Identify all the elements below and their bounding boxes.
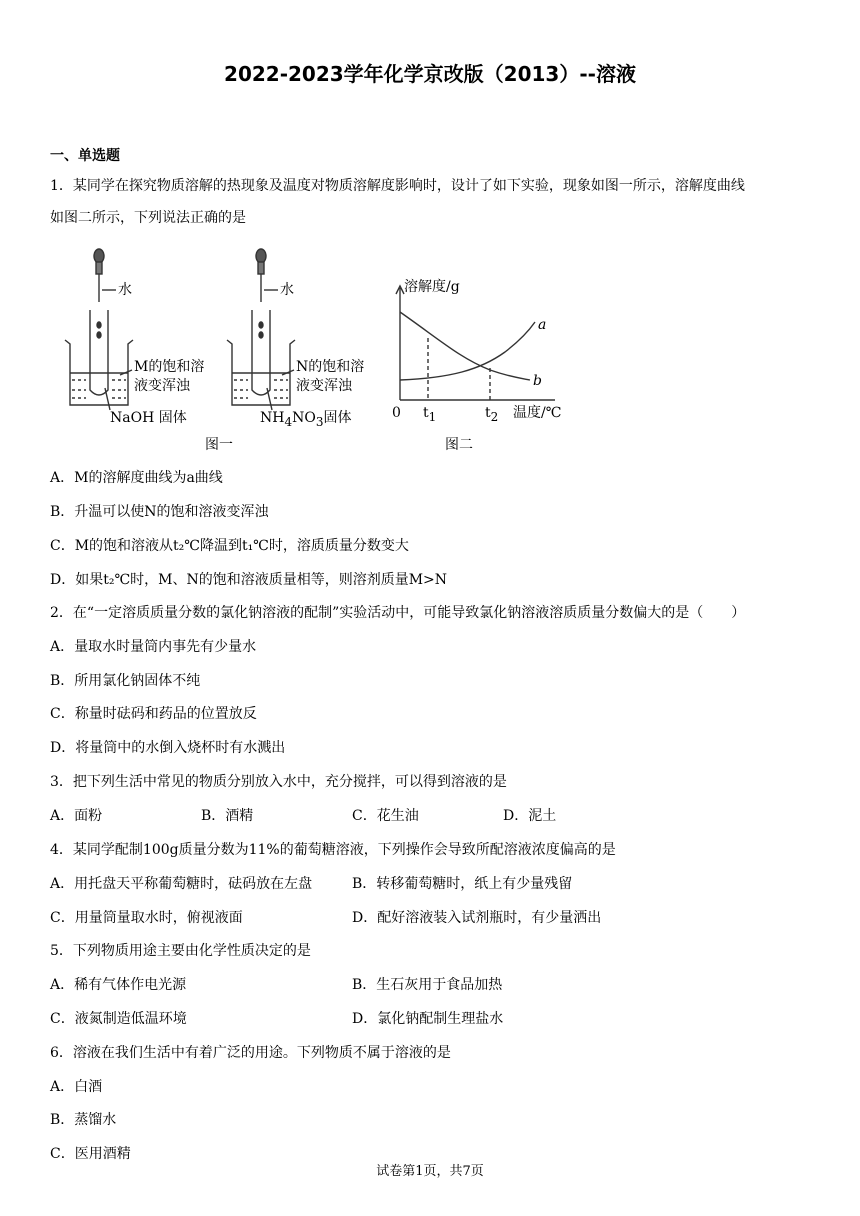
q5-option-c: C．液氮制造低温环境 — [50, 1011, 187, 1027]
t1-label — [423, 404, 436, 426]
right-beaker — [227, 340, 295, 410]
y-axis-label: 溶解度/g — [404, 279, 460, 295]
right-solid-sub1: 4 — [284, 414, 293, 429]
left-water-label: 水 — [118, 282, 132, 298]
figure-2-caption: 图二 — [445, 437, 473, 453]
q4-option-d: D．配好溶液装入试剂瓶时，有少量洒出 — [352, 910, 602, 926]
right-solid-nh: NH — [260, 410, 285, 426]
t2-subscript: 2 — [490, 409, 499, 424]
q3-option-a: A．面粉 — [50, 808, 103, 824]
solubility-graph — [396, 286, 555, 400]
q4-option-c: C．用量筒量取水时，俯视液面 — [50, 910, 243, 926]
q5-option-a: A．稀有气体作电光源 — [50, 977, 187, 993]
left-beaker-note-line2: 液变浑浊 — [134, 378, 190, 394]
q6-stem: 6．溶液在我们生活中有着广泛的用途。下列物质不属于溶液的是 — [50, 1045, 451, 1061]
q3-stem: 3．把下列生活中常见的物质分别放入水中，充分搅拌，可以得到溶液的是 — [50, 774, 507, 790]
q1-figure — [50, 240, 590, 455]
q2-option-b: B．所用氯化钠固体不纯 — [50, 673, 201, 689]
right-solid-label — [260, 409, 351, 431]
figure-1-caption: 图一 — [205, 437, 233, 453]
x-axis-label: 温度/℃ — [513, 405, 562, 421]
right-beaker-note-line1: N的饱和溶 — [296, 359, 365, 375]
right-test-tube — [252, 310, 270, 395]
right-water-label: 水 — [280, 282, 294, 298]
q2-stem: 2．在“一定溶质质量分数的氯化钠溶液的配制”实验活动中，可能导致氯化钠溶液溶质质量分数偏大的是（ ） — [50, 605, 746, 621]
q1-stem-line2: 如图二所示，下列说法正确的是 — [50, 210, 246, 226]
page-title: 2022-2023学年化学京改版（2013）--溶液 — [224, 62, 636, 86]
q5-option-d: D．氯化钠配制生理盐水 — [352, 1011, 504, 1027]
q3-option-c: C．花生油 — [352, 808, 419, 824]
q6-option-a: A．白酒 — [50, 1079, 103, 1095]
t2-label — [485, 404, 498, 426]
curve-b-label: b — [533, 373, 542, 389]
q1-option-a: A．M的溶解度曲线为a曲线 — [50, 470, 223, 486]
page-footer: 试卷第1页，共7页 — [376, 1164, 484, 1179]
right-dropper — [256, 249, 278, 302]
section-heading: 一、单选题 — [50, 148, 120, 164]
q6-option-c: C．医用酒精 — [50, 1146, 131, 1162]
t2-letter: t — [485, 405, 491, 421]
t1-subscript: 1 — [428, 409, 437, 424]
curve-a — [400, 322, 535, 380]
left-test-tube — [90, 310, 108, 395]
right-solid-text: 固体 — [323, 410, 352, 426]
right-solid-no: NO — [292, 410, 316, 426]
q2-option-d: D．将量筒中的水倒入烧杯时有水溅出 — [50, 740, 286, 756]
q2-option-c: C．称量时砝码和药品的位置放反 — [50, 706, 257, 722]
q3-option-b: B．酒精 — [201, 808, 254, 824]
curve-a-label: a — [538, 317, 547, 333]
q5-stem: 5．下列物质用途主要由化学性质决定的是 — [50, 943, 311, 959]
right-solid-sub2: 3 — [315, 414, 324, 429]
q6-option-b: B．蒸馏水 — [50, 1112, 117, 1128]
curve-b — [400, 312, 530, 380]
right-beaker-note-line2: 液变浑浊 — [296, 378, 352, 394]
q1-option-b: B．升温可以使N的饱和溶液变浑浊 — [50, 504, 269, 520]
origin-label: 0 — [392, 405, 401, 421]
q4-option-a: A．用托盘天平称葡萄糖时，砝码放在左盘 — [50, 876, 313, 892]
q1-option-c: C．M的饱和溶液从t₂℃降温到t₁℃时，溶质质量分数变大 — [50, 538, 409, 554]
q4-stem: 4．某同学配制100g质量分数为11%的葡萄糖溶液，下列操作会导致所配溶液浓度偏高的是 — [50, 842, 616, 858]
q3-option-d: D．泥土 — [503, 808, 557, 824]
q2-option-a: A．量取水时量筒内事先有少量水 — [50, 639, 257, 655]
left-beaker — [65, 340, 133, 410]
q1-stem-line1: 1．某同学在探究物质溶解的热现象及温度对物质溶解度影响时，设计了如下实验，现象如图一所示，溶解度曲线 — [50, 178, 745, 194]
q1-option-d: D．如果t₂℃时，M、N的饱和溶液质量相等，则溶剂质量M>N — [50, 572, 448, 588]
left-solid-label: NaOH 固体 — [110, 410, 187, 426]
q5-option-b: B．生石灰用于食品加热 — [352, 977, 503, 993]
q4-option-b: B．转移葡萄糖时，纸上有少量残留 — [352, 876, 573, 892]
t1-letter: t — [423, 405, 429, 421]
left-dropper — [94, 249, 116, 302]
left-beaker-note-line1: M的饱和溶 — [134, 359, 205, 375]
